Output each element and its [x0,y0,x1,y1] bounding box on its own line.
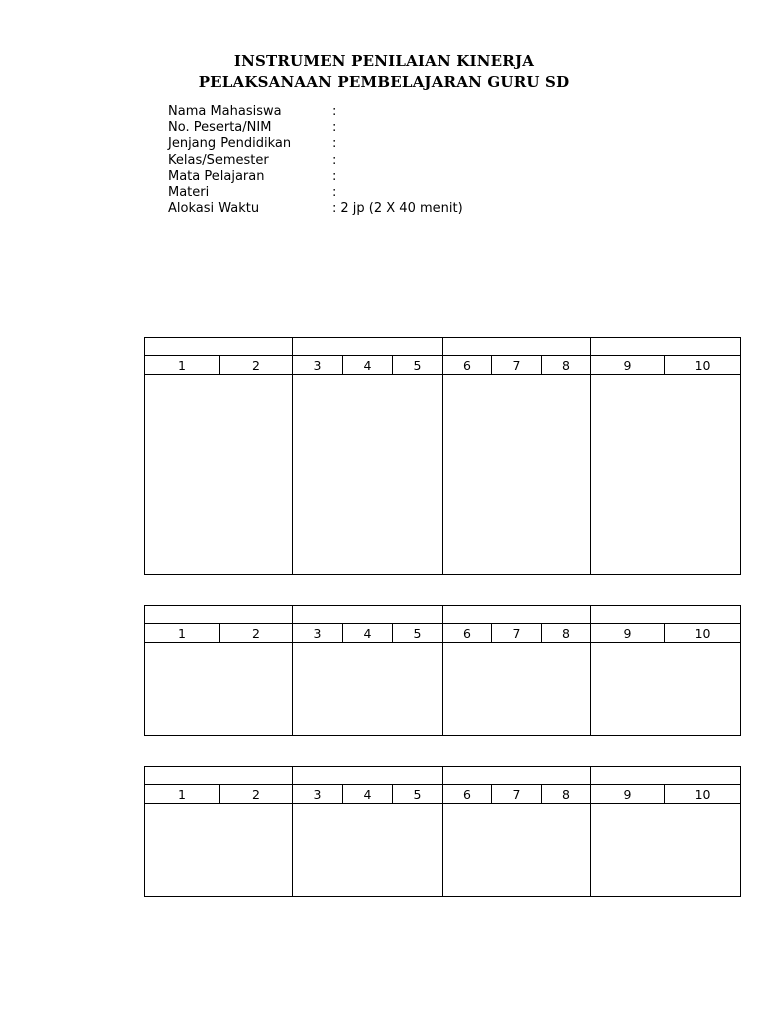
group-header-cell [145,767,293,785]
group-header-cell [145,338,293,356]
group-header-row [145,338,741,356]
score-number: 4 [343,785,393,804]
score-number: 3 [293,785,343,804]
group-header-cell [443,767,591,785]
info-label: Materi [168,184,210,200]
group-header-row [145,767,741,785]
score-number: 6 [443,356,492,375]
rubric-table-1 [144,337,741,575]
score-number-row [145,624,741,643]
document-title-line-1: INSTRUMEN PENILAIAN KINERJA [233,52,535,70]
score-number: 1 [145,785,220,804]
rubric-cell [443,643,591,736]
score-number: 3 [293,624,343,643]
group-header-cell [293,606,443,624]
info-colon: : [332,168,337,184]
info-label: Alokasi Waktu [168,201,260,217]
rubric-cell [145,643,293,736]
group-header-cell [293,338,443,356]
info-colon: : [332,136,337,152]
score-number: 3 [293,356,343,375]
score-number: 6 [443,624,492,643]
score-number: 9 [591,356,665,375]
info-colon: : [332,152,337,168]
group-header-row [145,606,741,624]
rubric-cell [443,804,591,897]
rubric-table-2 [144,605,741,736]
score-number: 5 [393,356,443,375]
group-header-cell [293,767,443,785]
score-number: 1 [145,356,220,375]
info-colon: : [332,104,337,119]
score-number: 2 [220,624,293,643]
score-number: 8 [542,356,591,375]
group-header-cell [443,606,591,624]
group-header-cell [145,606,293,624]
info-colon: : 2 jp (2 X 40 menit) [332,201,463,217]
score-number: 7 [492,785,542,804]
info-colon: : [332,120,337,136]
info-colon: : [332,184,337,200]
score-number: 5 [393,785,443,804]
info-label: Jenjang Pendidikan [168,136,292,152]
score-number: 2 [220,785,293,804]
info-label: Nama Mahasiswa [168,104,282,119]
rubric-body-row [145,643,741,736]
rubric-cell [591,643,741,736]
score-number: 7 [492,356,542,375]
score-number: 2 [220,356,293,375]
info-value: 2 jp (2 X 40 menit) [340,201,463,217]
score-number: 7 [492,624,542,643]
score-number-row [145,785,741,804]
score-number: 10 [665,785,741,804]
score-number: 9 [591,624,665,643]
score-number: 8 [542,624,591,643]
rubric-cell [293,375,443,575]
score-number: 10 [665,356,741,375]
info-label: No. Peserta/NIM [168,120,272,136]
group-header-cell [591,606,741,624]
score-number-row [145,356,741,375]
document-title-line-2: PELAKSANAAN PEMBELAJARAN GURU SD [198,73,570,91]
score-number: 6 [443,785,492,804]
score-number: 5 [393,624,443,643]
rubric-cell [293,643,443,736]
score-number: 4 [343,624,393,643]
rubric-cell [443,375,591,575]
group-header-cell [443,338,591,356]
score-number: 9 [591,785,665,804]
group-header-cell [591,338,741,356]
rubric-table-3 [144,766,741,897]
info-label: Kelas/Semester [168,152,269,168]
rubric-cell [293,804,443,897]
score-number: 8 [542,785,591,804]
group-header-cell [591,767,741,785]
rubric-cell [145,375,293,575]
info-label: Mata Pelajaran [168,168,265,184]
rubric-cell [591,804,741,897]
rubric-body-row [145,804,741,897]
rubric-body-row [145,375,741,575]
score-number: 10 [665,624,741,643]
rubric-cell [591,375,741,575]
score-number: 1 [145,624,220,643]
score-number: 4 [343,356,393,375]
rubric-cell [145,804,293,897]
